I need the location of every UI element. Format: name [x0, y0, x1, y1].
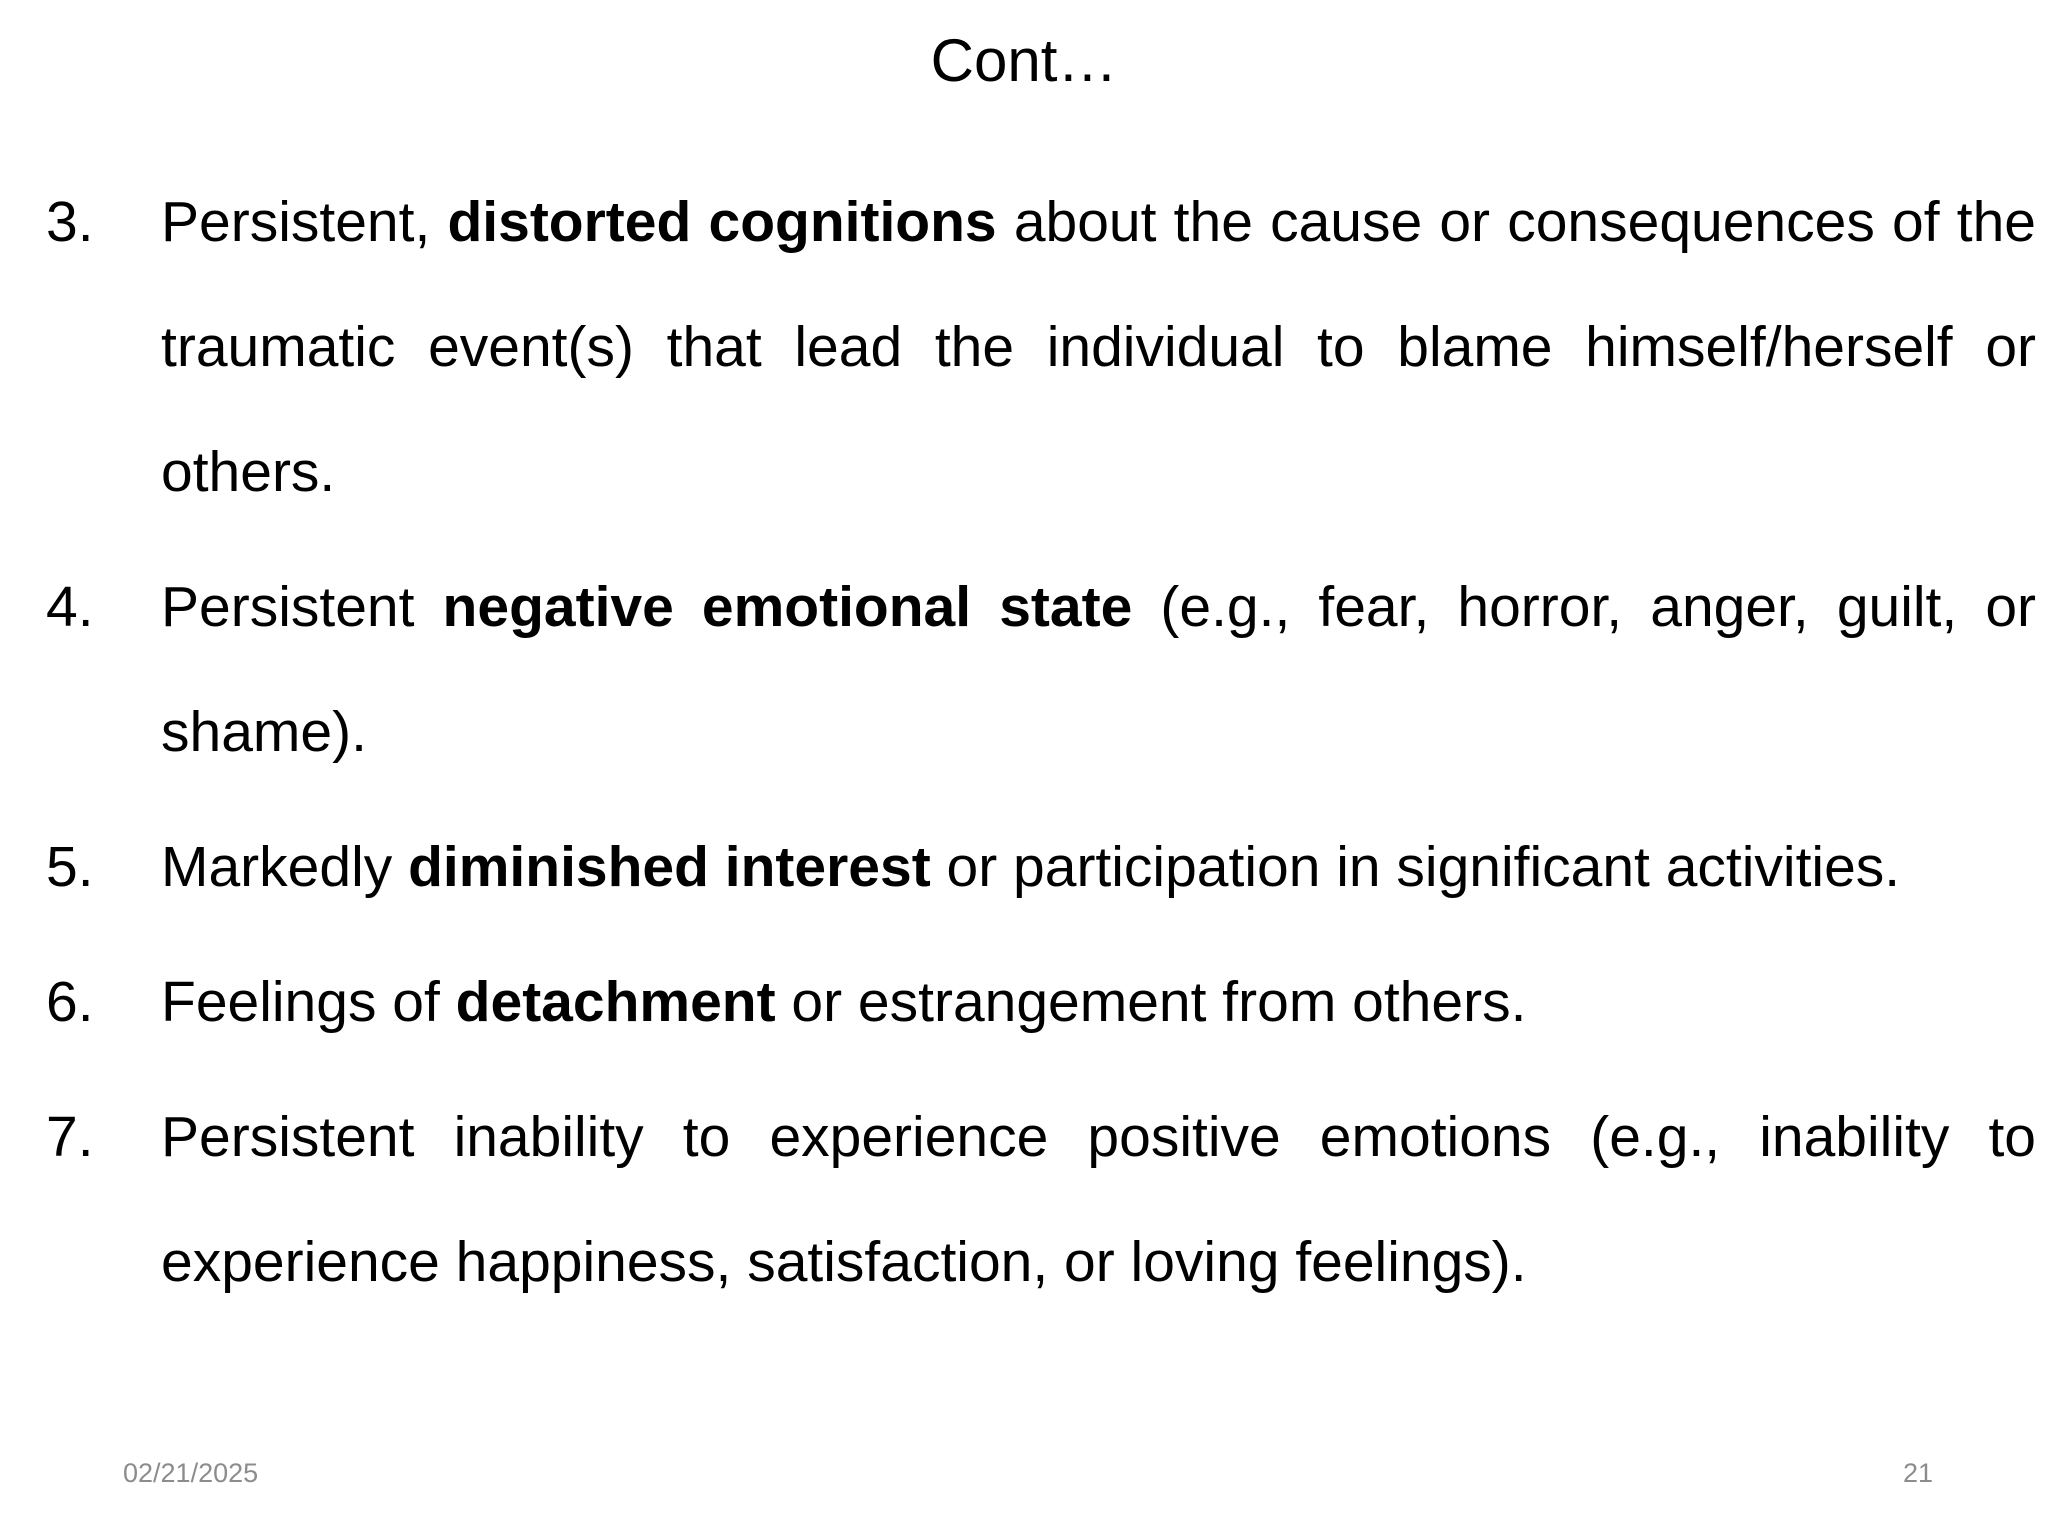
text-segment: Persistent, — [161, 190, 448, 254]
list-item — [46, 160, 2036, 535]
footer-date: 02/21/2025 — [123, 1458, 259, 1488]
footer-page-number: 21 — [1902, 1458, 1933, 1488]
text-segment: about the cause or consequences of the traumatic event(s) that lead the individual to blame himself/herself or others. — [161, 190, 2036, 504]
emphasis-text: detachment — [455, 970, 776, 1034]
list-item-text — [161, 1105, 2036, 1294]
list-item-number: 3. — [46, 190, 94, 254]
list-item-number: 5. — [46, 835, 94, 899]
list-item-text — [161, 575, 2036, 764]
emphasis-text: diminished interest — [408, 835, 931, 899]
text-segment: Markedly — [161, 835, 409, 899]
numbered-list — [46, 160, 2036, 1335]
text-segment: or participation in significant activities. — [930, 835, 1901, 899]
list-item-number: 7. — [46, 1105, 94, 1169]
text-segment: (e.g., fear, horror, anger, guilt, or shame). — [161, 575, 2037, 764]
emphasis-text: distorted cognitions — [447, 190, 997, 254]
list-item-text — [161, 970, 1526, 1034]
slide-title: Cont… — [930, 27, 1118, 94]
list-item-number: 4. — [46, 575, 94, 639]
list-item-number: 6. — [46, 970, 94, 1034]
text-segment: Persistent — [161, 575, 443, 639]
list-item — [46, 940, 2036, 1065]
list-item-text — [161, 835, 1900, 899]
text-segment: Feelings of — [161, 970, 456, 1034]
text-segment: Persistent inability to experience positive emotions (e.g., inability to experience happiness, satisfaction, or loving feelings). — [161, 1105, 2036, 1294]
list-item — [46, 545, 2036, 795]
list-item — [46, 1075, 2036, 1325]
list-item — [46, 805, 2036, 930]
emphasis-text: negative emotional state — [442, 575, 1133, 639]
list-item-text — [161, 190, 2036, 504]
text-segment: or estrangement from others. — [775, 970, 1527, 1034]
